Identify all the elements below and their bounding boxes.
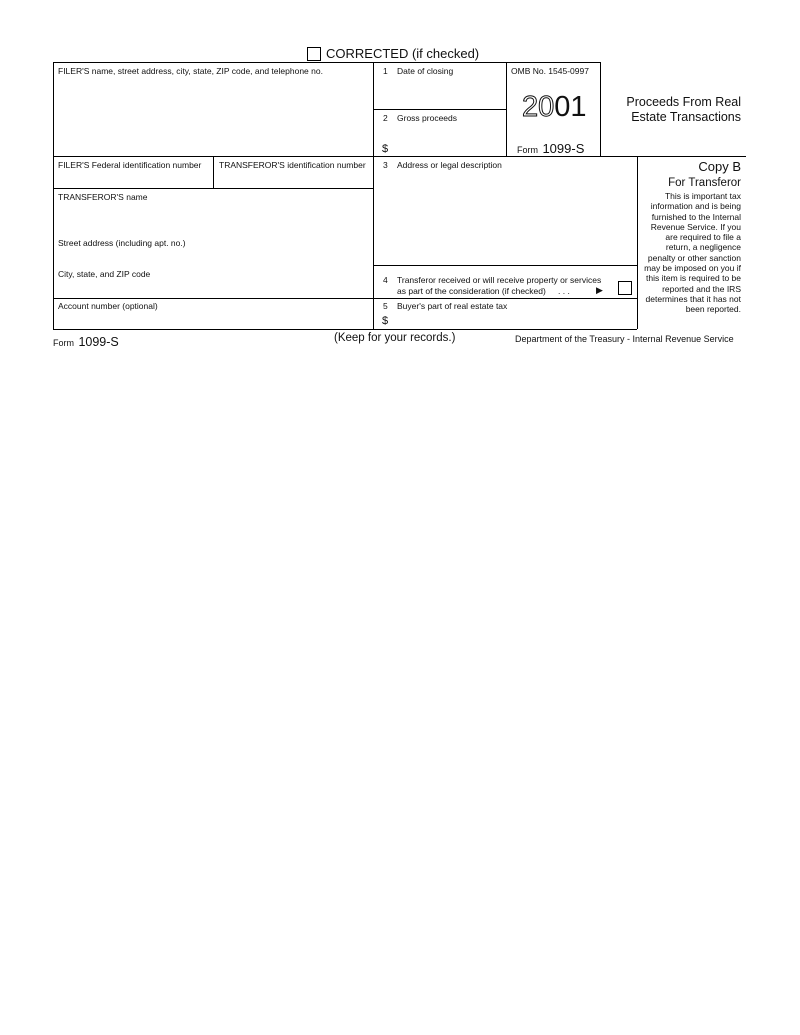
box2-divider: [373, 109, 506, 110]
form-title: [604, 95, 741, 124]
footer-form-prefix: Form: [53, 338, 74, 348]
form-title-line2: Estate Transactions: [631, 109, 741, 124]
footer-form-number: 1099-S: [78, 335, 119, 349]
box2-label: Gross proceeds: [397, 113, 457, 123]
box5-label: Buyer's part of real estate tax: [397, 301, 508, 311]
form-center-divider: [373, 62, 374, 329]
tax-year-outline: 20: [522, 91, 555, 123]
form-row-divider-1: [53, 156, 746, 157]
box4-number: 4: [383, 275, 388, 285]
box2-currency: $: [382, 143, 389, 155]
filer-name-label: FILER'S name, street address, city, state, ZIP code, and telephone no.: [58, 66, 323, 76]
footer-department: Department of the Treasury - Internal Revenue Service: [515, 334, 734, 344]
box3-number: 3: [383, 160, 388, 170]
corrected-checkbox[interactable]: [307, 47, 321, 61]
form-row-divider-3: [53, 298, 637, 299]
box4-label-line2: as part of the consideration (if checked): [397, 286, 546, 296]
form-id-prefix: Form: [517, 145, 538, 155]
omb-number: OMB No. 1545-0997: [511, 66, 589, 76]
account-number-label: Account number (optional): [58, 301, 158, 311]
box1-label: Date of closing: [397, 66, 454, 76]
box4-arrow-icon: ▶: [596, 285, 603, 295]
box4-label-line1: Transferor received or will receive property or services: [397, 275, 602, 285]
form-id: [517, 140, 584, 158]
box4-divider: [373, 265, 637, 266]
copy-b-notice: This is important tax information and is being furnished to the Internal Revenue Service. If you are required to file a return, a negligence penalty or other sanction may be imposed on you if this item is required to be reported and the IRS determines that it has not been reported.: [644, 191, 741, 315]
form-top-border: [53, 62, 600, 63]
form-id-number: 1099-S: [542, 141, 585, 156]
id-column-divider: [213, 156, 214, 188]
copyb-column-divider: [637, 156, 638, 329]
right-column-divider: [600, 62, 601, 156]
box2-number: 2: [383, 113, 388, 123]
box3-label: Address or legal description: [397, 160, 502, 170]
box1-number: 1: [383, 66, 388, 76]
box4-checkbox[interactable]: [618, 281, 632, 295]
form-title-line1: Proceeds From Real: [626, 95, 741, 109]
copy-b-subtitle: For Transferor: [668, 177, 741, 189]
box5-currency: $: [382, 315, 389, 327]
street-address-label: Street address (including apt. no.): [58, 238, 186, 248]
copy-b-title: Copy B: [698, 159, 741, 174]
corrected-label: CORRECTED (if checked): [326, 46, 480, 61]
form-left-border: [53, 62, 54, 329]
footer-form-id: [53, 333, 119, 351]
box5-number: 5: [383, 301, 388, 311]
filer-fed-id-label: FILER'S Federal identification number: [58, 160, 202, 170]
transferor-id-label: TRANSFEROR'S identification number: [219, 160, 366, 170]
tax-year-solid: 01: [554, 91, 587, 123]
form-row-divider-2: [53, 188, 373, 189]
city-state-zip-label: City, state, and ZIP code: [58, 269, 151, 279]
form-bottom-border: [53, 329, 637, 330]
transferor-name-label: TRANSFEROR'S name: [58, 192, 148, 202]
box4-leader-dots: . . .: [558, 286, 570, 296]
tax-year: [522, 91, 587, 123]
footer-keep-notice: (Keep for your records.): [334, 332, 456, 344]
omb-column-divider: [506, 62, 507, 156]
